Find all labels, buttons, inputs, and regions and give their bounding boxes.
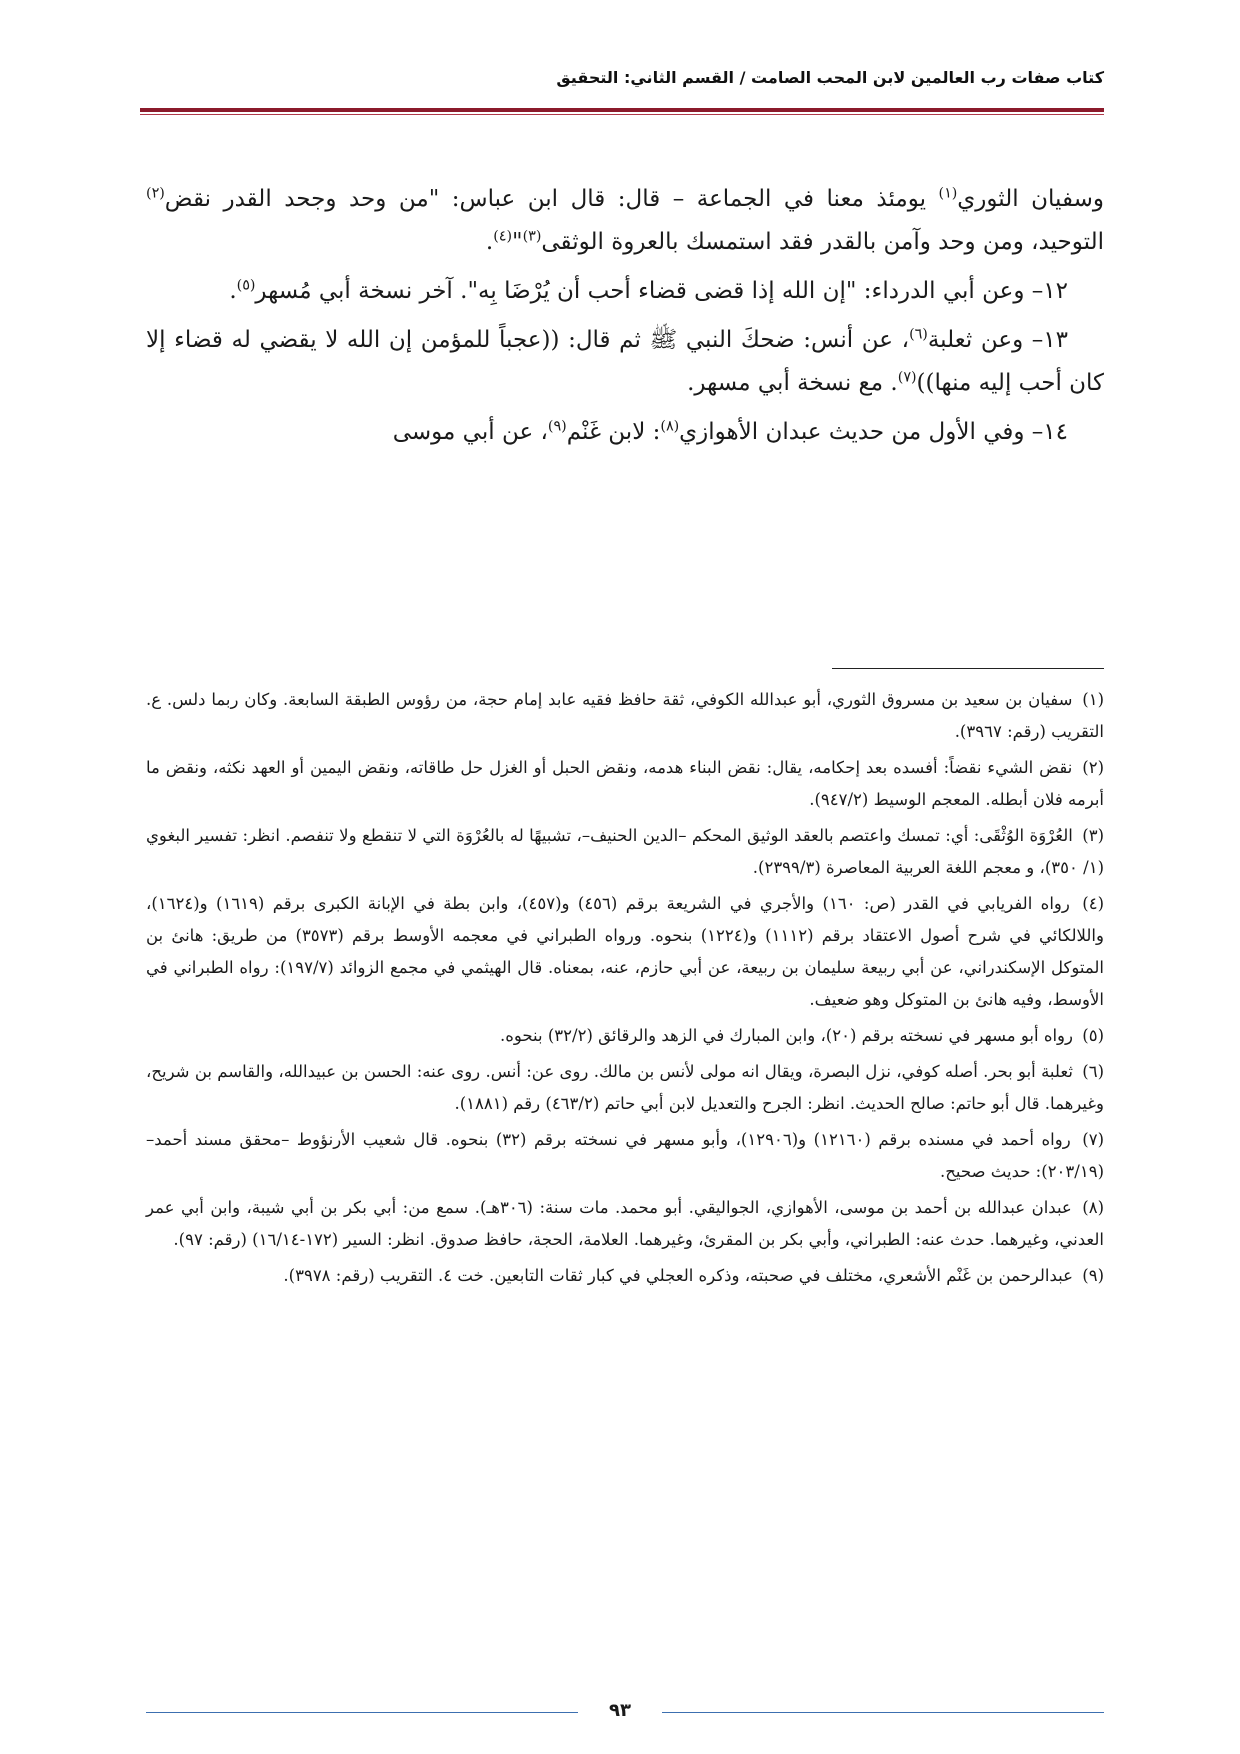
footnote-ref-7[interactable]: (٧): [897, 369, 917, 386]
header-rule-thin: [140, 114, 1104, 115]
footnote-label: (٤): [1082, 894, 1104, 913]
footer-rule-left: [146, 1712, 578, 1713]
paragraph-1: [146, 178, 1104, 264]
footnote-text: نقض الشيء نقضاً: أفسده بعد إحكامه، يقال: نقض البناء هدمه، ونقض الحبل أو الغزل حل طاقاته، ونقض اليمين أو العهد نكثه، ونقض ما أبرمه فلان أبطله. المعجم الوسيط (٩٤٧/٢).: [146, 758, 1104, 809]
running-header: كتاب صفات رب العالمين لابن المحب الصامت / القسم الثاني: التحقيق: [556, 68, 1104, 87]
footnote-ref-9[interactable]: (٩): [547, 418, 567, 435]
footnote-4: [146, 888, 1104, 1016]
footnote-divider: [832, 668, 1104, 669]
text-span: ١٤– وفي الأول من حديث عبدان الأهوازي: [679, 419, 1068, 445]
footnote-1: [146, 684, 1104, 748]
footnote-label: (٧): [1082, 1130, 1105, 1149]
text-span: .: [485, 229, 494, 255]
footnote-text: رواه الفريابي في القدر (ص: ١٦٠) والأجري في الشريعة برقم (٤٥٦) و(٤٥٧)، وابن بطة في الإبانة الكبرى برقم (١٦١٩) و(١٦٢٤)، واللالكائي في شرح أصول الاعتقاد برقم (١١١٢) و(١٢٢٤) بنحوه. ورواه الطبراني في معجمه الأوسط برقم (٣٥٧٣) من طريق: هانئ بن المتوكل الإسكندراني، عن أبي ربيعة سليمان بن ربيعة، عن أبي حازم، عنه، بمعناه. قال الهيثمي في مجمع الزوائد (١٩٧/٧): رواه الطبراني في الأوسط، وفيه هانئ بن المتوكل وهو ضعيف.: [146, 894, 1104, 1009]
footnote-text: العُرْوَة الوُثْقَى: أي: تمسك واعتصم بالعقد الوثيق المحكم –الدين الحنيف–، تشبيهًا له بالعُرْوَة التي لا تنقطع ولا تنفصم. انظر: تفسير البغوي (١/ ٣٥٠)، و معجم اللغة العربية المعاصرة (٢٣٩٩/٣).: [146, 826, 1104, 877]
footnote-label: (٣): [1082, 826, 1105, 845]
footnote-ref-3[interactable]: (٣): [522, 228, 542, 245]
text-span: ١٢– وعن أبي الدرداء: "إن الله إذا قضى قضاء أحب أن يُرْضَا بِه". آخر نسخة أبي مُسهر: [255, 278, 1068, 304]
footnote-label: (٦): [1082, 1062, 1104, 1081]
footnote-2: [146, 752, 1104, 816]
page-number: ٩٣: [609, 1700, 631, 1721]
footnote-ref-1[interactable]: (١): [938, 185, 958, 202]
header-rule: [140, 108, 1104, 112]
footnote-ref-5[interactable]: (٥): [236, 277, 256, 294]
footnote-9: [146, 1260, 1104, 1292]
main-text: [146, 178, 1104, 460]
text-span: : لابن غَنْم: [566, 419, 661, 445]
paragraph-3: [146, 319, 1104, 405]
footnote-text: ثعلبة أبو بحر. أصله كوفي، نزل البصرة، ويقال انه مولى لأنس بن مالك. روى عن: أنس. روى عنه: الحسن بن عبيدالله، والقاسم بن شريح، وغيرهما. قال أبو حاتم: صالح الحديث. انظر: الجرح والتعديل لابن أبي حاتم (٤٦٣/٢) رقم (١٨٨١).: [146, 1062, 1104, 1113]
footnote-ref-6[interactable]: (٦): [909, 326, 928, 343]
text-span: ، عن أبي موسى: [392, 419, 548, 445]
text-span: ، عن أنس: ضحكَ النبي ﷺ ثم قال: ((عجباً للمؤمن إن الله لا يقضي له قضاء إلا كان أحب إليه منها)): [146, 327, 1104, 396]
text-span: ١٣– وعن ثعلبة: [927, 327, 1069, 353]
footnote-label: (٩): [1082, 1266, 1104, 1285]
footnote-8: [146, 1192, 1104, 1256]
text-span: ": [512, 229, 523, 255]
footnote-text: عبدالرحمن بن غَنْم الأشعري، مختلف في صحبته، وذكره العجلي في كبار ثقات التابعين. خت ٤. التقريب (رقم: ٣٩٧٨).: [283, 1266, 1073, 1285]
footnotes: [146, 684, 1104, 1296]
text-span: التوحيد، ومن وحد وآمن بالقدر فقد استمسك بالعروة الوثقى: [541, 229, 1104, 255]
footnote-6: [146, 1056, 1104, 1120]
footnote-label: (١): [1082, 690, 1104, 709]
footer-rule-right: [662, 1712, 1104, 1713]
footnote-ref-4[interactable]: (٤): [493, 228, 513, 245]
text-span: .: [229, 278, 237, 304]
footnote-text: عبدان عبدالله بن أحمد بن موسى، الأهوازي، الجواليقي. أبو محمد. مات سنة: (٣٠٦هـ). سمع من: أبي بكر بن أبي شيبة، وابن أبي عمر العدني، وغيرهما. حدث عنه: الطبراني، وأبي بكر بن المقرئ، وغيرهما. العلامة، الحجة، حافظ صدوق. انظر: السير (١٧٢-١٦/١٤) (رقم: ٩٧).: [146, 1198, 1104, 1249]
footnote-label: (٥): [1082, 1026, 1104, 1045]
text-span: وسفيان الثوري: [957, 186, 1104, 212]
footnote-7: [146, 1124, 1104, 1188]
footnote-label: (٨): [1082, 1198, 1105, 1217]
footnote-text: سفيان بن سعيد بن مسروق الثوري، أبو عبدالله الكوفي، ثقة حافظ فقيه عابد إمام حجة، من رؤوس الطبقة السابعة. وكان ربما دلس. ع. التقريب (رقم: ٣٩٦٧).: [146, 690, 1104, 741]
footnote-ref-2[interactable]: (٢): [146, 185, 165, 202]
footnote-text: رواه أحمد في مسنده برقم (١٢١٦٠) و(١٢٩٠٦)، وأبو مسهر في نسخته برقم (٣٢) بنحوه. قال شعيب الأرنؤوط –محقق مسند أحمد– (٢٠٣/١٩): حديث صحيح.: [146, 1130, 1104, 1181]
footnote-ref-8[interactable]: (٨): [660, 418, 680, 435]
footnote-3: [146, 820, 1104, 884]
text-span: . مع نسخة أبي مسهر.: [687, 370, 898, 396]
footnote-text: رواه أبو مسهر في نسخته برقم (٢٠)، وابن المبارك في الزهد والرقائق (٣٢/٢) بنحوه.: [499, 1026, 1073, 1045]
text-span: يومئذ معنا في الجماعة – قال: قال ابن عباس: "من وحد وجحد القدر نقض: [164, 186, 939, 212]
paragraph-4: [146, 411, 1104, 454]
footnote-5: [146, 1020, 1104, 1052]
footnote-label: (٢): [1082, 758, 1104, 777]
paragraph-2: [146, 270, 1104, 313]
